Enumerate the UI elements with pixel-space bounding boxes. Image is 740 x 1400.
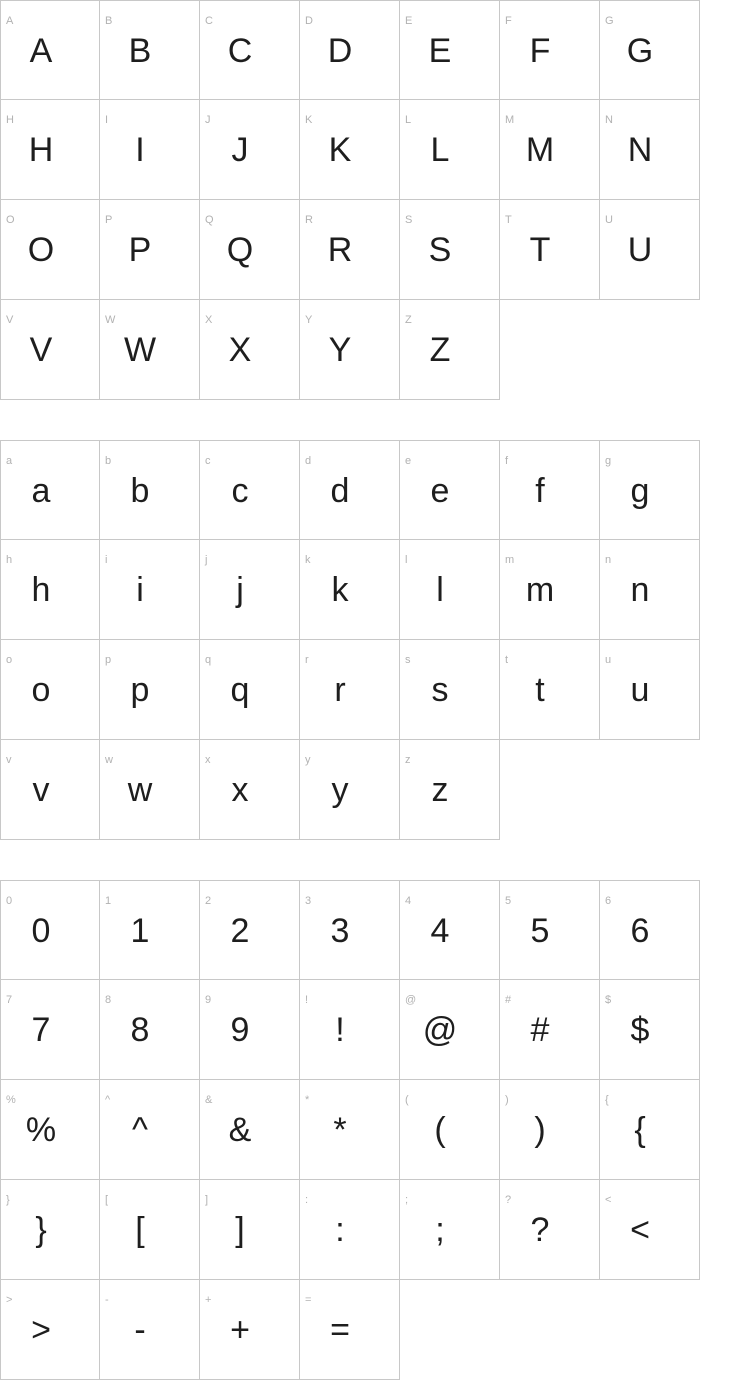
glyph-cell bbox=[500, 100, 600, 200]
glyph-cell bbox=[0, 440, 100, 540]
glyph-label: 6 bbox=[605, 895, 612, 907]
glyph: X bbox=[228, 330, 252, 369]
glyph-label: 7 bbox=[6, 994, 13, 1006]
glyph-label: w bbox=[105, 754, 113, 766]
glyph: I bbox=[135, 130, 145, 169]
glyph-cell bbox=[0, 300, 100, 400]
glyph-label: p bbox=[105, 654, 112, 666]
glyph-label: l bbox=[405, 554, 408, 566]
glyph-cell bbox=[500, 440, 600, 540]
glyph-cell bbox=[400, 540, 500, 640]
glyph-label: a bbox=[6, 455, 13, 467]
glyph-cell bbox=[200, 1180, 300, 1280]
glyph: [ bbox=[135, 1210, 145, 1249]
glyph-label: v bbox=[6, 754, 12, 766]
glyph-cell bbox=[100, 980, 200, 1080]
glyph-cell bbox=[400, 300, 500, 400]
glyph-cell bbox=[400, 980, 500, 1080]
glyph-cell bbox=[400, 440, 500, 540]
glyph-cell bbox=[100, 200, 200, 300]
glyph-label: $ bbox=[605, 994, 612, 1006]
glyph: E bbox=[428, 31, 452, 70]
glyph-cell bbox=[0, 980, 100, 1080]
glyph: n bbox=[630, 570, 650, 609]
glyph: Q bbox=[226, 230, 254, 269]
glyph: < bbox=[630, 1210, 650, 1249]
glyph-label: r bbox=[305, 654, 309, 666]
glyph-cell bbox=[500, 880, 600, 980]
glyph: d bbox=[330, 471, 350, 510]
glyph-cell bbox=[300, 1180, 400, 1280]
glyph-label: P bbox=[105, 214, 113, 226]
glyph-cell bbox=[400, 740, 500, 840]
glyph-label: < bbox=[605, 1194, 612, 1206]
glyph-cell bbox=[300, 640, 400, 740]
glyph-cell bbox=[300, 200, 400, 300]
glyph: S bbox=[428, 230, 452, 269]
glyph: y bbox=[331, 770, 349, 809]
glyph: ? bbox=[530, 1210, 550, 1249]
glyph-label: Y bbox=[305, 314, 313, 326]
glyph: k bbox=[331, 570, 349, 609]
glyph: Y bbox=[328, 330, 352, 369]
glyph-cell bbox=[100, 640, 200, 740]
glyph-label: F bbox=[505, 15, 512, 27]
glyph-cell bbox=[500, 540, 600, 640]
glyph-cell bbox=[200, 540, 300, 640]
glyph-cell bbox=[300, 540, 400, 640]
glyph: w bbox=[127, 770, 153, 809]
glyph-label: } bbox=[6, 1194, 10, 1206]
glyph-cell bbox=[100, 440, 200, 540]
glyph-label: 9 bbox=[205, 994, 212, 1006]
glyph: t bbox=[535, 670, 545, 709]
glyph: - bbox=[134, 1310, 146, 1349]
glyph-cell bbox=[200, 0, 300, 100]
glyph-cell bbox=[200, 1280, 300, 1380]
glyph-label: b bbox=[105, 455, 112, 467]
glyph-label: E bbox=[405, 15, 413, 27]
glyph-label: = bbox=[305, 1294, 312, 1306]
glyph-row bbox=[0, 1280, 740, 1380]
glyph-label: 3 bbox=[305, 895, 312, 907]
glyph-cell bbox=[500, 980, 600, 1080]
glyph-cell bbox=[0, 540, 100, 640]
glyph-cell bbox=[400, 1180, 500, 1280]
glyph-cell bbox=[200, 980, 300, 1080]
glyph-label: ^ bbox=[105, 1094, 111, 1106]
glyph: b bbox=[130, 471, 150, 510]
glyph-row bbox=[0, 1080, 740, 1180]
glyph-label: 1 bbox=[105, 895, 112, 907]
glyph: + bbox=[230, 1310, 250, 1349]
glyph-label: & bbox=[205, 1094, 213, 1106]
glyph: M bbox=[525, 130, 555, 169]
glyph: > bbox=[31, 1310, 51, 1349]
glyph-cell bbox=[300, 300, 400, 400]
glyph-label: 5 bbox=[505, 895, 512, 907]
glyph-label: q bbox=[205, 654, 212, 666]
glyph-label: 0 bbox=[6, 895, 13, 907]
glyph-cell bbox=[200, 740, 300, 840]
glyph: & bbox=[228, 1110, 252, 1149]
glyph: j bbox=[236, 570, 244, 609]
glyph-label: 2 bbox=[205, 895, 212, 907]
glyph-cell bbox=[500, 640, 600, 740]
glyph-label: h bbox=[6, 554, 13, 566]
glyph-label: u bbox=[605, 654, 612, 666]
glyph: z bbox=[431, 770, 449, 809]
glyph: U bbox=[627, 230, 653, 269]
glyph-row bbox=[0, 100, 740, 200]
glyph-label: O bbox=[6, 214, 15, 226]
glyph-label: d bbox=[305, 455, 312, 467]
glyph-cell bbox=[600, 1180, 700, 1280]
glyph-cell bbox=[300, 980, 400, 1080]
glyph-cell bbox=[400, 880, 500, 980]
glyph-label: H bbox=[6, 114, 14, 126]
glyph-label: U bbox=[605, 214, 613, 226]
glyph-label: M bbox=[505, 114, 515, 126]
glyph-label: G bbox=[605, 15, 614, 27]
glyph: 9 bbox=[230, 1010, 250, 1049]
glyph: x bbox=[231, 770, 249, 809]
glyph-label: y bbox=[305, 754, 311, 766]
glyph: : bbox=[335, 1210, 345, 1249]
glyph-row bbox=[0, 540, 740, 640]
lowercase-letters-table bbox=[0, 440, 740, 840]
glyph: V bbox=[29, 330, 53, 369]
glyph-cell bbox=[100, 1280, 200, 1380]
glyph-cell bbox=[200, 200, 300, 300]
glyph: B bbox=[128, 31, 152, 70]
glyph-cell bbox=[100, 740, 200, 840]
glyph-row bbox=[0, 740, 740, 840]
glyph: p bbox=[130, 670, 150, 709]
glyph-cell bbox=[300, 1080, 400, 1180]
glyph: 4 bbox=[430, 911, 450, 950]
glyph: e bbox=[430, 471, 450, 510]
glyph: { bbox=[634, 1110, 646, 1149]
glyph-label: 4 bbox=[405, 895, 412, 907]
glyph-row bbox=[0, 640, 740, 740]
glyph-label: S bbox=[405, 214, 413, 226]
glyph-label: i bbox=[105, 554, 108, 566]
glyph-cell bbox=[200, 1080, 300, 1180]
glyph-cell bbox=[0, 880, 100, 980]
glyph-label: j bbox=[205, 554, 208, 566]
glyph-cell bbox=[200, 640, 300, 740]
glyph-label: @ bbox=[405, 994, 417, 1006]
glyph-cell bbox=[300, 100, 400, 200]
glyph: 0 bbox=[31, 911, 51, 950]
glyph-cell bbox=[0, 200, 100, 300]
glyph-row bbox=[0, 1180, 740, 1280]
glyph-cell bbox=[0, 1180, 100, 1280]
glyph: % bbox=[25, 1110, 57, 1149]
glyph-label: 8 bbox=[105, 994, 112, 1006]
glyph: @ bbox=[422, 1010, 458, 1049]
glyph-label: > bbox=[6, 1294, 13, 1306]
glyph-cell bbox=[600, 100, 700, 200]
glyph-label: ) bbox=[505, 1094, 509, 1106]
glyph-label: ; bbox=[405, 1194, 409, 1206]
glyph-label: c bbox=[205, 455, 211, 467]
glyph: 5 bbox=[530, 911, 550, 950]
glyph-row bbox=[0, 200, 740, 300]
glyph: ; bbox=[435, 1210, 445, 1249]
glyph: * bbox=[333, 1110, 347, 1149]
glyph: f bbox=[535, 471, 545, 510]
glyph: 1 bbox=[130, 911, 150, 950]
glyph: m bbox=[525, 570, 555, 609]
glyph-cell bbox=[100, 100, 200, 200]
glyph-label: # bbox=[505, 994, 512, 1006]
glyph: i bbox=[136, 570, 144, 609]
glyph-label: X bbox=[205, 314, 213, 326]
glyph-cell bbox=[200, 100, 300, 200]
glyph: } bbox=[35, 1210, 47, 1249]
glyph-label: k bbox=[305, 554, 311, 566]
glyph: ) bbox=[534, 1110, 546, 1149]
glyph-row bbox=[0, 880, 740, 980]
glyph-cell bbox=[500, 1080, 600, 1180]
glyph-label: o bbox=[6, 654, 13, 666]
glyph-label: I bbox=[105, 114, 109, 126]
glyph-cell bbox=[300, 1280, 400, 1380]
glyph-cell bbox=[600, 440, 700, 540]
glyph-cell bbox=[0, 740, 100, 840]
glyph-cell bbox=[500, 0, 600, 100]
glyph: # bbox=[530, 1010, 550, 1049]
glyph-cell bbox=[100, 1180, 200, 1280]
glyph-cell bbox=[400, 0, 500, 100]
glyph: A bbox=[29, 31, 53, 70]
glyph: R bbox=[327, 230, 353, 269]
glyph: s bbox=[431, 670, 449, 709]
glyph: ( bbox=[434, 1110, 446, 1149]
glyph-label: e bbox=[405, 455, 412, 467]
glyph-cell bbox=[500, 200, 600, 300]
glyph-label: A bbox=[6, 15, 14, 27]
glyph-cell bbox=[300, 880, 400, 980]
glyph-label: ? bbox=[505, 1194, 512, 1206]
glyph: Z bbox=[429, 330, 451, 369]
uppercase-letters-table bbox=[0, 0, 740, 400]
glyph-label: z bbox=[405, 754, 411, 766]
glyph: G bbox=[626, 31, 654, 70]
glyph: K bbox=[328, 130, 352, 169]
glyph-cell bbox=[600, 200, 700, 300]
glyph-label: f bbox=[505, 455, 509, 467]
glyph-cell bbox=[400, 1080, 500, 1180]
glyph-label: x bbox=[205, 754, 211, 766]
glyph-label: * bbox=[305, 1094, 310, 1106]
glyph-cell bbox=[0, 1280, 100, 1380]
glyph: H bbox=[28, 130, 54, 169]
glyph-label: t bbox=[505, 654, 509, 666]
glyph-row bbox=[0, 440, 740, 540]
glyph-cell bbox=[200, 300, 300, 400]
glyph-label: W bbox=[105, 314, 116, 326]
glyph-cell bbox=[100, 880, 200, 980]
glyph-label: [ bbox=[105, 1194, 109, 1206]
glyph: v bbox=[32, 770, 50, 809]
glyph-cell bbox=[100, 1080, 200, 1180]
glyph: T bbox=[529, 230, 551, 269]
glyph-cell bbox=[200, 880, 300, 980]
glyph-label: B bbox=[105, 15, 113, 27]
glyph-label: C bbox=[205, 15, 213, 27]
glyph: r bbox=[334, 670, 346, 709]
glyph: 8 bbox=[130, 1010, 150, 1049]
glyph: q bbox=[230, 670, 250, 709]
glyph-cell bbox=[0, 1080, 100, 1180]
glyph: ^ bbox=[132, 1110, 148, 1149]
glyph-row bbox=[0, 980, 740, 1080]
glyph-cell bbox=[200, 440, 300, 540]
glyph-label: { bbox=[605, 1094, 609, 1106]
glyph: N bbox=[627, 130, 653, 169]
glyph: c bbox=[231, 471, 249, 510]
glyph-cell bbox=[600, 540, 700, 640]
glyph-label: N bbox=[605, 114, 613, 126]
glyph-label: ( bbox=[405, 1094, 409, 1106]
glyph-cell bbox=[600, 880, 700, 980]
glyph-label: n bbox=[605, 554, 612, 566]
glyph-label: m bbox=[505, 554, 515, 566]
glyph-cell bbox=[400, 200, 500, 300]
glyph-label: g bbox=[605, 455, 612, 467]
glyph-label: D bbox=[305, 15, 313, 27]
glyph-cell bbox=[300, 740, 400, 840]
glyph-cell bbox=[400, 100, 500, 200]
glyph-label: V bbox=[6, 314, 14, 326]
glyph-cell bbox=[0, 100, 100, 200]
glyph-cell bbox=[100, 540, 200, 640]
glyph-row bbox=[0, 0, 740, 100]
glyph: J bbox=[231, 130, 249, 169]
glyph: h bbox=[31, 570, 51, 609]
glyph: u bbox=[630, 670, 650, 709]
glyph-label: L bbox=[405, 114, 412, 126]
glyph: F bbox=[529, 31, 551, 70]
digits-symbols-table bbox=[0, 880, 740, 1380]
glyph-cell bbox=[500, 1180, 600, 1280]
glyph-cell bbox=[600, 640, 700, 740]
glyph-cell bbox=[0, 0, 100, 100]
glyph: a bbox=[31, 471, 51, 510]
glyph-label: s bbox=[405, 654, 411, 666]
glyph: L bbox=[430, 130, 450, 169]
glyph-cell bbox=[400, 640, 500, 740]
glyph-cell bbox=[300, 0, 400, 100]
glyph: C bbox=[227, 31, 253, 70]
glyph: 6 bbox=[630, 911, 650, 950]
glyph: 3 bbox=[330, 911, 350, 950]
glyph-label: Q bbox=[205, 214, 214, 226]
glyph-cell bbox=[100, 300, 200, 400]
glyph-label: ! bbox=[305, 994, 309, 1006]
glyph: = bbox=[330, 1310, 350, 1349]
glyph-label: % bbox=[6, 1094, 16, 1106]
glyph: ! bbox=[335, 1010, 345, 1049]
glyph-cell bbox=[300, 440, 400, 540]
glyph-row bbox=[0, 300, 740, 400]
glyph: $ bbox=[630, 1010, 650, 1049]
glyph-label: R bbox=[305, 214, 313, 226]
glyph: O bbox=[27, 230, 55, 269]
glyph: 2 bbox=[230, 911, 250, 950]
glyph: 7 bbox=[31, 1010, 51, 1049]
glyph-cell bbox=[600, 0, 700, 100]
glyph: P bbox=[128, 230, 152, 269]
glyph-cell bbox=[600, 1080, 700, 1180]
glyph-label: T bbox=[505, 214, 512, 226]
glyph-cell bbox=[600, 980, 700, 1080]
glyph: l bbox=[436, 570, 444, 609]
glyph-label: + bbox=[205, 1294, 212, 1306]
glyph-label: - bbox=[105, 1294, 109, 1306]
glyph-label: Z bbox=[405, 314, 412, 326]
glyph: o bbox=[31, 670, 51, 709]
glyph: g bbox=[630, 471, 650, 510]
glyph-label: J bbox=[205, 114, 211, 126]
glyph-label: ] bbox=[205, 1194, 209, 1206]
glyph: ] bbox=[235, 1210, 245, 1249]
glyph: D bbox=[327, 31, 353, 70]
glyph-label: K bbox=[305, 114, 313, 126]
glyph-label: : bbox=[305, 1194, 309, 1206]
glyph: W bbox=[123, 330, 157, 369]
glyph-cell bbox=[100, 0, 200, 100]
glyph-cell bbox=[0, 640, 100, 740]
